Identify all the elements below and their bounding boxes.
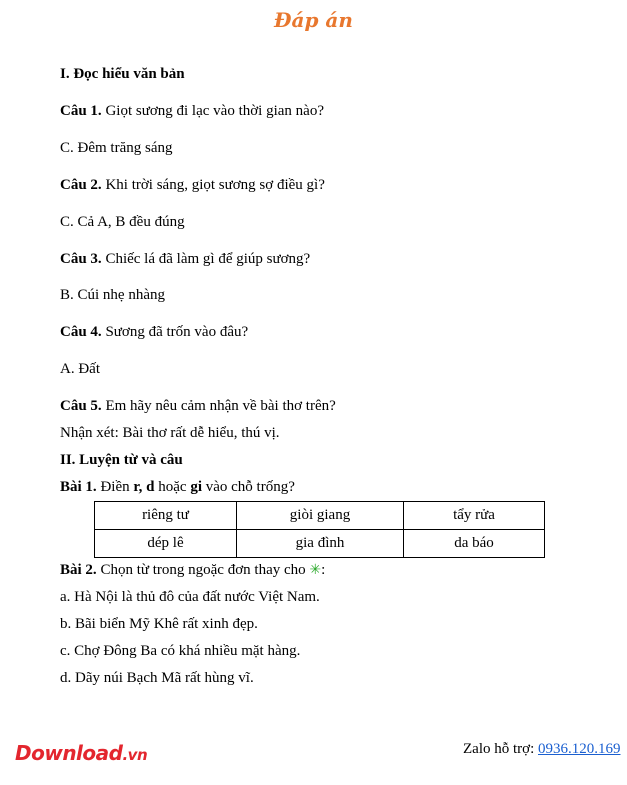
question-2 [60,176,325,194]
answer-1: C. Đêm trăng sáng [60,140,173,156]
question-label: Câu 2. [60,177,102,193]
logo-suffix: .vn [122,746,148,764]
support-contact [463,741,621,758]
answer-2: C. Cả A, B đều đúng [60,214,185,230]
question-text: Giọt sương đi lạc vào thời gian nào? [105,103,324,119]
answer-4: A. Đất [60,361,100,377]
table-cell: gia đình [237,530,404,558]
bai2-item-d: d. Dãy núi Bạch Mã rất hùng vĩ. [60,670,254,686]
bai1-gi: gi [190,479,202,495]
download-logo[interactable] [15,741,147,765]
bai2-label: Bài 2. [60,562,97,578]
table-cell: giòi giang [237,502,404,530]
question-5 [60,397,336,415]
page-title: Đáp án [274,8,353,32]
table-cell: dép lê [95,530,237,558]
question-label: Câu 1. [60,103,102,119]
section2-heading: II. Luyện từ và câu [60,452,183,468]
question-1 [60,102,324,120]
support-label: Zalo hỗ trợ: [463,741,535,757]
bai2-item-a: a. Hà Nội là thủ đô của đất nước Việt Nam. [60,589,320,605]
table-cell: tẩy rửa [404,502,545,530]
bai2-item-b: b. Bãi biển Mỹ Khê rất xinh đẹp. [60,616,258,632]
bai1-prompt [60,478,295,496]
question-text: Chiếc lá đã làm gì để giúp sương? [105,251,311,267]
question-text: Khi trời sáng, giọt sương sợ điều gì? [105,177,325,193]
bai1-text-after: vào chỗ trống? [205,479,295,495]
table-row [95,530,545,558]
bai2-item-c: c. Chợ Đông Ba có khá nhiều mặt hàng. [60,643,301,659]
asterisk-icon: ✳ [309,562,322,578]
table-cell: da báo [404,530,545,558]
question-text: Sương đã trốn vào đâu? [105,324,249,340]
bai1-label: Bài 1. [60,479,97,495]
bai2-prompt [60,561,325,579]
question-3 [60,250,310,268]
question-label: Câu 5. [60,398,102,414]
question-label: Câu 3. [60,251,102,267]
support-phone-link[interactable]: 0936.120.169 [538,741,621,757]
section1-heading: I. Đọc hiểu văn bản [60,66,185,82]
bai1-text-before: Điền [100,479,130,495]
bai1-letters: r, d [133,479,155,495]
table-row [95,502,545,530]
question-4 [60,323,248,341]
logo-main: Download [15,741,123,765]
answer-3: B. Cúi nhẹ nhàng [60,287,165,303]
answer-5: Nhận xét: Bài thơ rất dễ hiểu, thú vị. [60,425,280,441]
question-text: Em hãy nêu cảm nhận về bài thơ trên? [105,398,336,414]
table-cell: riêng tư [95,502,237,530]
bai1-text-middle: hoặc [158,479,187,495]
bai2-colon: : [321,562,326,578]
question-label: Câu 4. [60,324,102,340]
answer-table [94,501,545,558]
bai2-text: Chọn từ trong ngoặc đơn thay cho [100,562,306,578]
